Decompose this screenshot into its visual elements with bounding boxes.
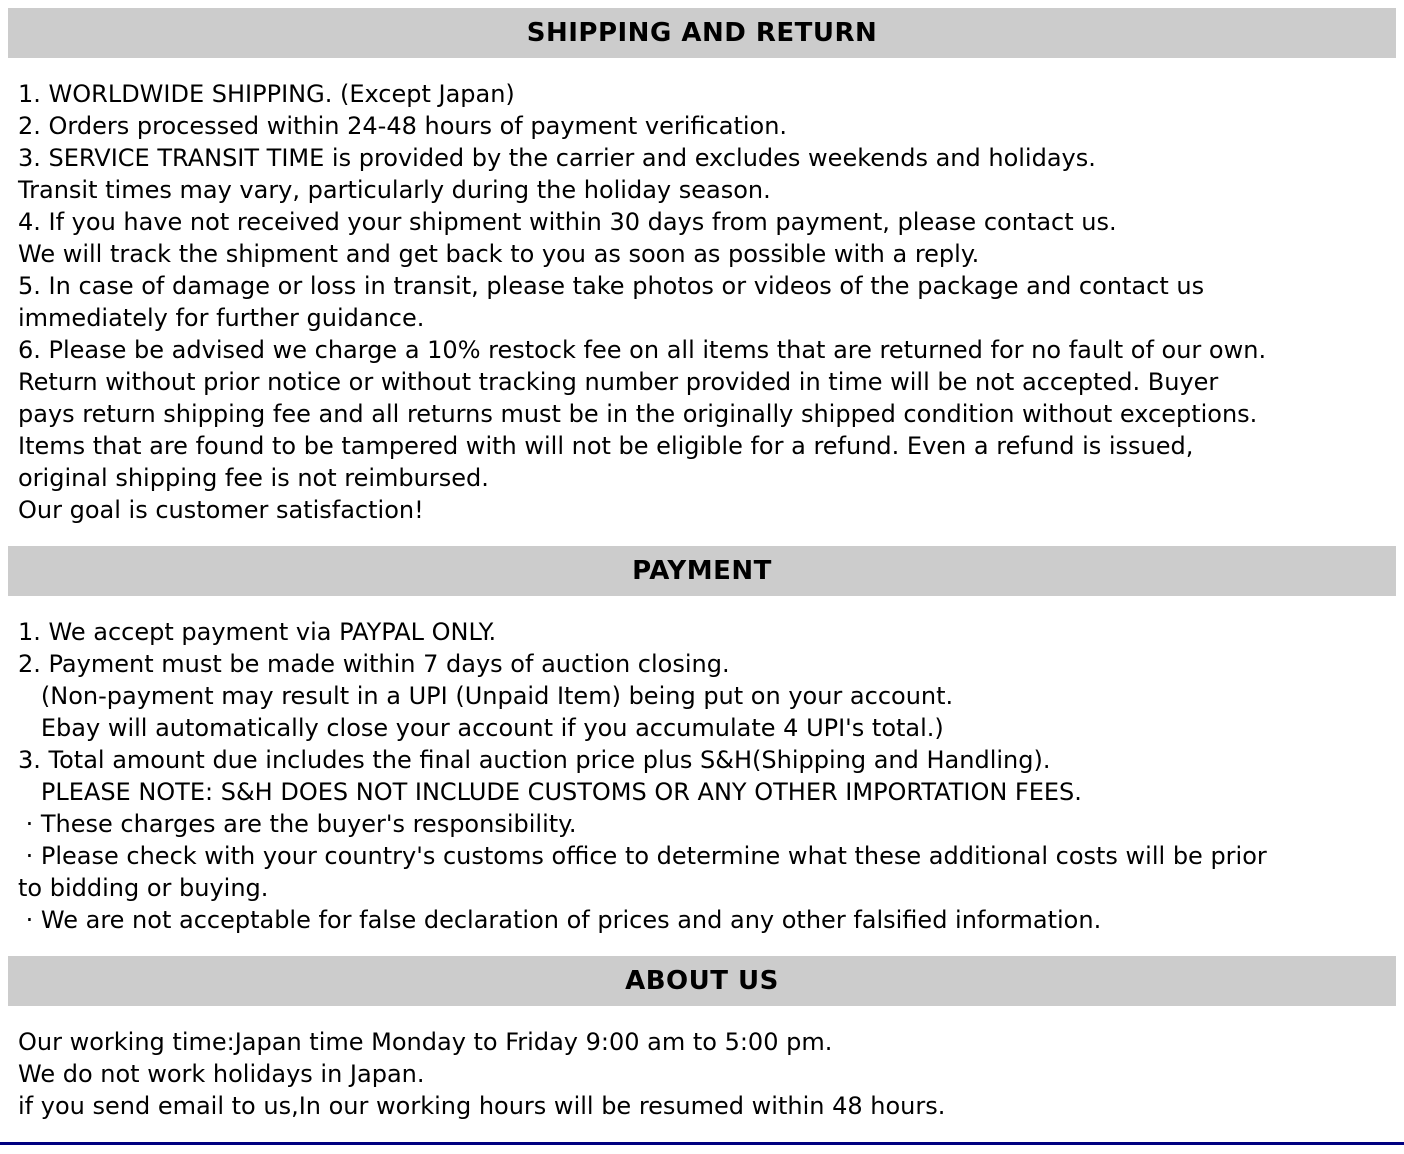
text-line: original shipping fee is not reimbursed. <box>18 464 489 492</box>
text-line: 1. WORLDWIDE SHIPPING. (Except Japan) <box>18 80 515 108</box>
text-line: 3. Total amount due includes the final auction price plus S&H(Shipping and Handling). <box>18 746 1051 774</box>
section-header-shipping-and-return <box>8 8 1396 58</box>
section-title: ABOUT US <box>625 966 779 996</box>
text-line: (Non-payment may result in a UPI (Unpaid Item) being put on your account. <box>18 682 954 710</box>
text-line: PLEASE NOTE: S&H DOES NOT INCLUDE CUSTOMS OR ANY OTHER IMPORTATION FEES. <box>18 778 1082 806</box>
text-line: Ebay will automatically close your account if you accumulate 4 UPI's total.) <box>18 714 944 742</box>
text-line: Transit times may vary, particularly during the holiday season. <box>18 176 771 204</box>
text-line: · These charges are the buyer's responsibility. <box>18 810 577 838</box>
text-line: Items that are found to be tampered with will not be eligible for a refund. Even a refund is issued, <box>18 432 1194 460</box>
text-line: 6. Please be advised we charge a 10% restock fee on all items that are returned for no fault of our own. <box>18 336 1267 364</box>
text-line: 3. SERVICE TRANSIT TIME is provided by the carrier and excludes weekends and holidays. <box>18 144 1096 172</box>
text-line: Return without prior notice or without tracking number provided in time will be not accepted. Buyer <box>18 368 1219 396</box>
text-line: if you send email to us,In our working hours will be resumed within 48 hours. <box>18 1092 946 1120</box>
section-body-shipping-and-return <box>8 78 1396 526</box>
section-header-payment <box>8 546 1396 596</box>
text-line: 2. Payment must be made within 7 days of auction closing. <box>18 650 730 678</box>
text-line: 4. If you have not received your shipment within 30 days from payment, please contact us. <box>18 208 1117 236</box>
text-line: We will track the shipment and get back to you as soon as possible with a reply. <box>18 240 980 268</box>
text-line: to bidding or buying. <box>18 874 269 902</box>
section-title: PAYMENT <box>632 556 772 586</box>
text-line: · Please check with your country's customs office to determine what these additional costs will be prior <box>18 842 1267 870</box>
section-title: SHIPPING AND RETURN <box>526 18 878 48</box>
footer-divider <box>0 1142 1404 1145</box>
text-line: Our goal is customer satisfaction! <box>18 496 424 524</box>
text-line: 2. Orders processed within 24-48 hours of payment verification. <box>18 112 788 140</box>
text-line: 1. We accept payment via PAYPAL ONLY. <box>18 618 497 646</box>
text-line: pays return shipping fee and all returns must be in the originally shipped condition without exceptions. <box>18 400 1258 428</box>
section-header-about-us <box>8 956 1396 1006</box>
section-body-about-us <box>8 1026 1396 1122</box>
text-line: · We are not acceptable for false declaration of prices and any other falsified information. <box>18 906 1102 934</box>
text-line: immediately for further guidance. <box>18 304 425 332</box>
section-body-payment <box>8 616 1396 936</box>
text-line: We do not work holidays in Japan. <box>18 1060 425 1088</box>
text-line: 5. In case of damage or loss in transit, please take photos or videos of the package and contact us <box>18 272 1205 300</box>
listing-description <box>8 8 1396 1145</box>
text-line: Our working time:Japan time Monday to Friday 9:00 am to 5:00 pm. <box>18 1028 833 1056</box>
